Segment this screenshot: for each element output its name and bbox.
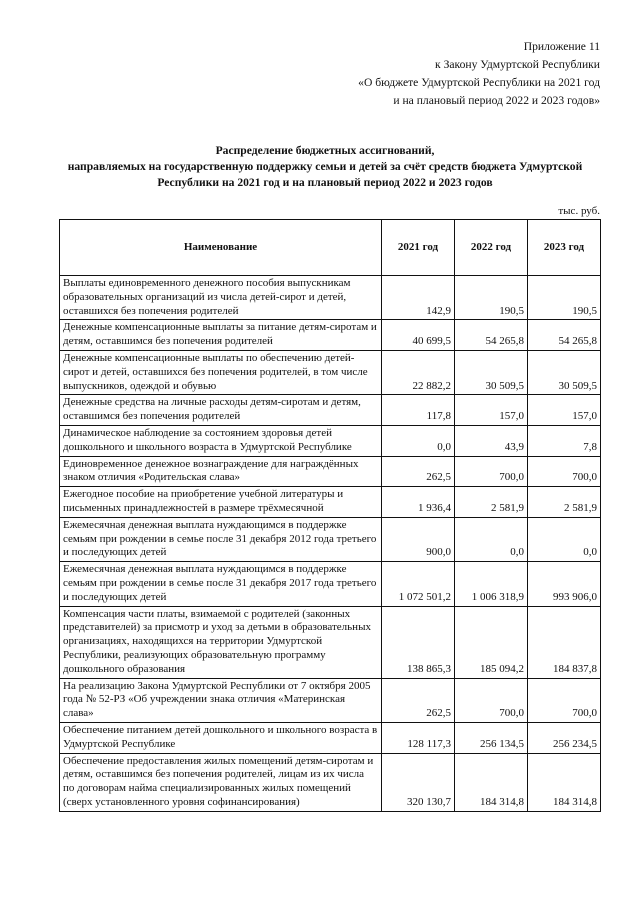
header-2022: 2022 год <box>455 220 528 276</box>
title-line-1: Распределение бюджетных ассигнований, <box>215 144 435 157</box>
row-value-2022: 184 314,8 <box>455 753 528 811</box>
row-value-2023: 184 837,8 <box>528 606 601 678</box>
row-name: Выплаты единовременного денежного пособия выпускникам образовательных организаций из числа детей-сирот и детей, оставшихся без попечения родителей <box>60 276 382 320</box>
table-row <box>60 562 601 606</box>
table-row <box>60 606 601 678</box>
row-name: Денежные компенсационные выплаты за питание детям-сиротам и детям, оставшимся без попечения родителей <box>60 320 382 351</box>
row-value-2021: 320 130,7 <box>382 753 455 811</box>
row-value-2023: 700,0 <box>528 678 601 722</box>
row-name: Динамическое наблюдение за состоянием здоровья детей дошкольного и школьного возраста в Удмуртской Республике <box>60 425 382 456</box>
row-name: На реализацию Закона Удмуртской Республики от 7 октября 2005 года № 52-РЗ «Об учреждении знака отличия «Материнская слава» <box>60 678 382 722</box>
row-value-2022: 54 265,8 <box>455 320 528 351</box>
table-row <box>60 678 601 722</box>
row-name: Ежемесячная денежная выплата нуждающимся в поддержке семьям при рождении в семье после 31 декабря 2017 года третьего и последующих детей <box>60 562 382 606</box>
table-row <box>60 753 601 811</box>
appendix-note <box>358 38 600 110</box>
row-value-2023: 7,8 <box>528 425 601 456</box>
appendix-line-4: и на плановый период 2022 и 2023 годов» <box>393 94 600 107</box>
table-row <box>60 395 601 426</box>
row-value-2021: 117,8 <box>382 395 455 426</box>
row-value-2022: 43,9 <box>455 425 528 456</box>
header-2023: 2023 год <box>528 220 601 276</box>
table-header-row <box>60 220 601 276</box>
row-value-2022: 30 509,5 <box>455 350 528 394</box>
row-name: Денежные средства на личные расходы детям-сиротам и детям, оставшимся без попечения родителей <box>60 395 382 426</box>
table-row <box>60 517 601 561</box>
row-value-2021: 40 699,5 <box>382 320 455 351</box>
appendix-line-2: к Закону Удмуртской Республики <box>435 58 600 71</box>
row-value-2021: 142,9 <box>382 276 455 320</box>
row-value-2023: 157,0 <box>528 395 601 426</box>
row-value-2023: 30 509,5 <box>528 350 601 394</box>
row-name: Денежные компенсационные выплаты по обеспечению детей-сирот и детей, оставшихся без попечения родителей, в том числе выпускников, одеждой и обувью <box>60 350 382 394</box>
table-row <box>60 320 601 351</box>
header-2021: 2021 год <box>382 220 455 276</box>
row-value-2022: 185 094,2 <box>455 606 528 678</box>
row-value-2023: 184 314,8 <box>528 753 601 811</box>
row-name: Обеспечение питанием детей дошкольного и школьного возраста в Удмуртской Республике <box>60 722 382 753</box>
row-value-2021: 1 936,4 <box>382 487 455 518</box>
row-name: Обеспечение предоставления жилых помещений детям-сиротам и детям, оставшимся без попечения родителей, лицам из их числа по договорам найма специализированных жилых помещений (сверх установленного уровня софинансирования) <box>60 753 382 811</box>
title-line-2: направляемых на государственную поддержку семьи и детей за счёт средств бюджета Удмуртской <box>67 160 583 173</box>
row-value-2022: 256 134,5 <box>455 722 528 753</box>
row-name: Ежемесячная денежная выплата нуждающимся в поддержке семьям при рождении в семье после 31 декабря 2012 года третьего и последующих детей <box>60 517 382 561</box>
row-value-2022: 700,0 <box>455 678 528 722</box>
row-value-2022: 700,0 <box>455 456 528 487</box>
row-value-2021: 22 882,2 <box>382 350 455 394</box>
title-line-3: Республики на 2021 год и на плановый период 2022 и 2023 годов <box>157 176 493 189</box>
row-value-2021: 900,0 <box>382 517 455 561</box>
row-value-2023: 993 906,0 <box>528 562 601 606</box>
row-value-2023: 190,5 <box>528 276 601 320</box>
row-value-2021: 128 117,3 <box>382 722 455 753</box>
row-value-2023: 256 234,5 <box>528 722 601 753</box>
row-name: Ежегодное пособие на приобретение учебной литературы и письменных принадлежностей в размере трёхмесячной <box>60 487 382 518</box>
row-value-2022: 0,0 <box>455 517 528 561</box>
appendix-line-3: «О бюджете Удмуртской Республики на 2021 год <box>358 76 600 89</box>
appendix-line-1: Приложение 11 <box>523 40 600 53</box>
row-value-2021: 0,0 <box>382 425 455 456</box>
table-row <box>60 425 601 456</box>
row-value-2021: 262,5 <box>382 456 455 487</box>
table-row <box>60 350 601 394</box>
units-label: тыс. руб. <box>558 205 600 217</box>
header-name: Наименование <box>60 220 382 276</box>
row-value-2022: 1 006 318,9 <box>455 562 528 606</box>
row-value-2023: 2 581,9 <box>528 487 601 518</box>
document-title <box>40 143 610 191</box>
row-value-2023: 0,0 <box>528 517 601 561</box>
row-value-2021: 138 865,3 <box>382 606 455 678</box>
row-value-2022: 157,0 <box>455 395 528 426</box>
table-row <box>60 487 601 518</box>
row-value-2022: 2 581,9 <box>455 487 528 518</box>
table-row <box>60 456 601 487</box>
row-value-2023: 700,0 <box>528 456 601 487</box>
row-value-2023: 54 265,8 <box>528 320 601 351</box>
row-value-2021: 262,5 <box>382 678 455 722</box>
row-value-2022: 190,5 <box>455 276 528 320</box>
row-name: Компенсация части платы, взимаемой с родителей (законных представителей) за присмотр и уход за детьми в образовательных организациях, находящихся на территории Удмуртской Республики, реализующих образовательную программу дошкольного образования <box>60 606 382 678</box>
table-row <box>60 276 601 320</box>
table-row <box>60 722 601 753</box>
row-name: Единовременное денежное вознаграждение для награждённых знаком отличия «Родительская слава» <box>60 456 382 487</box>
budget-table <box>59 219 601 812</box>
row-value-2021: 1 072 501,2 <box>382 562 455 606</box>
